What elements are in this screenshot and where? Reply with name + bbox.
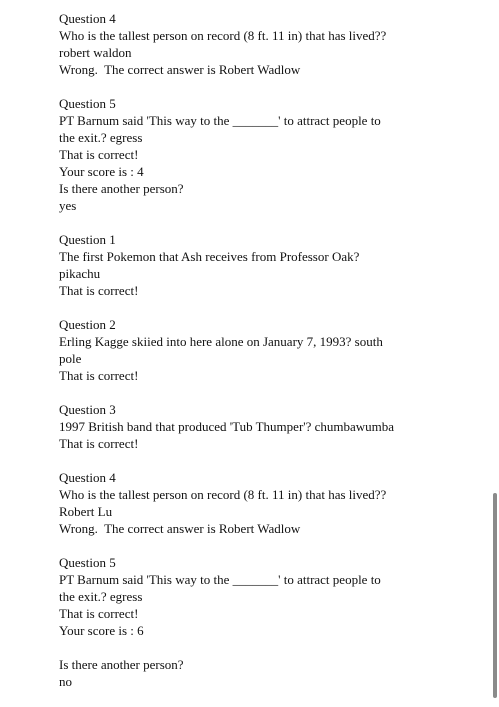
quiz-block (59, 231, 439, 299)
text-line: Question 4 (59, 470, 116, 485)
text-line: Question 4 (59, 11, 116, 26)
text-line: Wrong. The correct answer is Robert Wadlow (59, 521, 301, 536)
text-line: That is correct! (59, 436, 139, 451)
text-line: the exit.? egress (59, 130, 143, 145)
text-line: That is correct! (59, 283, 139, 298)
quiz-block (59, 316, 439, 384)
text-line: PT Barnum said 'This way to the _______' to attract people to (59, 572, 381, 587)
text-line: pikachu (59, 266, 101, 281)
text-line: Wrong. The correct answer is Robert Wadlow (59, 62, 301, 77)
text-line: Is there another person? (59, 657, 184, 672)
vertical-scrollbar[interactable] (493, 493, 497, 698)
text-line: yes (59, 198, 77, 213)
text-line: Question 2 (59, 317, 116, 332)
text-line: Who is the tallest person on record (8 ft. 11 in) that has lived?? (59, 487, 387, 502)
text-line: Question 5 (59, 96, 116, 111)
quiz-block (59, 656, 439, 690)
text-line: Robert Lu (59, 504, 113, 519)
text-line: Question 3 (59, 402, 116, 417)
text-line: Who is the tallest person on record (8 ft. 11 in) that has lived?? (59, 28, 387, 43)
text-line: Your score is : 4 (59, 164, 144, 179)
quiz-block (59, 95, 439, 214)
quiz-block (59, 10, 439, 78)
text-line: Question 5 (59, 555, 116, 570)
text-line: Question 1 (59, 232, 116, 247)
text-line: Is there another person? (59, 181, 184, 196)
text-line: PT Barnum said 'This way to the _______' to attract people to (59, 113, 381, 128)
text-line: the exit.? egress (59, 589, 143, 604)
quiz-block (59, 469, 439, 537)
text-line: 1997 British band that produced 'Tub Thumper'? chumbawumba (59, 419, 395, 434)
text-line: That is correct! (59, 606, 139, 621)
text-line: pole (59, 351, 82, 366)
text-line: no (59, 674, 72, 689)
text-line: The first Pokemon that Ash receives from Professor Oak? (59, 249, 360, 264)
quiz-block (59, 401, 439, 452)
text-line: Your score is : 6 (59, 623, 144, 638)
quiz-output-document (59, 10, 439, 707)
quiz-block (59, 554, 439, 639)
text-line: Erling Kagge skiied into here alone on January 7, 1993? south (59, 334, 383, 349)
text-line: robert waldon (59, 45, 132, 60)
text-line: That is correct! (59, 368, 139, 383)
text-line: That is correct! (59, 147, 139, 162)
